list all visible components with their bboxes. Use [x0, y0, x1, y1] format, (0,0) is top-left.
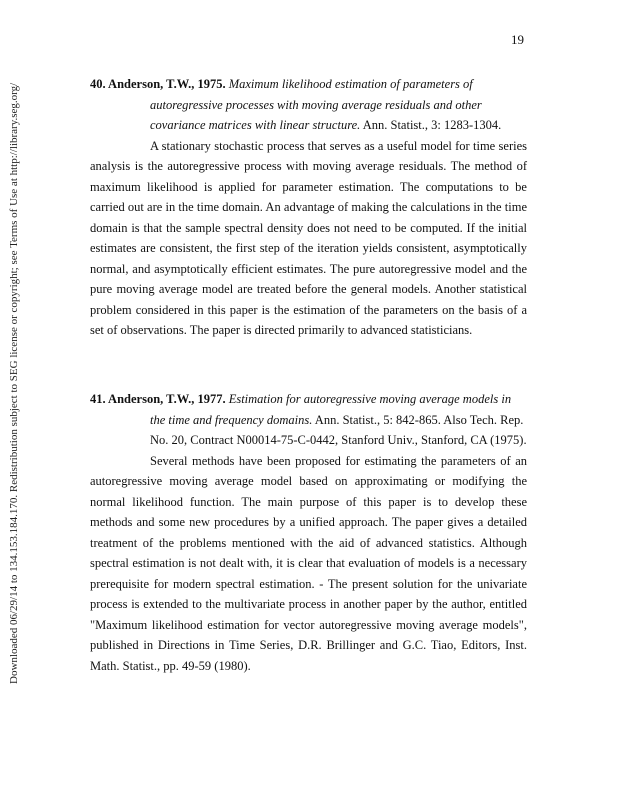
page-number: 19 [511, 32, 524, 47]
reference-entry-41 [90, 389, 527, 676]
reference-citation [90, 389, 527, 451]
reference-source: Ann. Statist., 3: 1283-1304. [362, 118, 502, 132]
reference-abstract: A stationary stochastic process that serves as a useful model for time series analysis is the autoregressive process with moving average residuals. The method of maximum likelihood is applied for parameter estimation. The computations to be carried out are in the time domain. An advantage of making the calculations in the time domain is that the sample spectral density does not need to be computed. If the initial estimates are consistent, the first step of the iteration yields consistent, asymptotically normal, and asymptotically efficient estimates. The pure autoregressive model and the pure moving average model are treated before the general models. Another statistical problem considered in this paper is the estimation of the parameters on the basis of a set of observations. The paper is directed primarily to advanced statisticians. [90, 138, 527, 337]
download-notice: Downloaded 06/29/14 to 134.153.184.170. Redistribution subject to SEG license or copyright; see Terms of Use at http://library.seg.org/ [8, 82, 20, 684]
reference-number-author: 41. Anderson, T.W., 1977. [90, 392, 226, 406]
reference-source: Ann. Statist., 5: 842-865. Also Tech. Rep. No. 20, Contract N00014-75-C-0442, Stanford Univ., Stanford, CA (1975). [150, 412, 527, 447]
reference-citation [90, 74, 527, 136]
reference-entry-40 [90, 74, 527, 341]
reference-abstract: Several methods have been proposed for estimating the parameters of an autoregressive moving average model based on approximating or modifying the normal likelihood function. The main purpose of this paper is to develop these methods and some new procedures by a unified approach. The paper gives a detailed treatment of the problems mentioned with the aid of advanced statistics. Although spectral estimation is not dealt with, it is clear that evaluation of models is a necessary prerequisite for modern spectral estimation. - The present solution for the univariate process is extended to the multivariate process in another paper by the author, entitled "Maximum likelihood estimation for vector autoregressive moving average models", published in Directions in Time Series, D.R. Brillinger and G.C. Tiao, Editors, Inst. Math. Statist., pp. 49-59 (1980). [90, 453, 527, 673]
reference-title: Maximum likelihood estimation of parameters of autoregressive processes with moving average residuals and other covariance matrices with linear structure. [150, 77, 482, 132]
reference-title: Estimation for autoregressive moving average models in the time and frequency domains. [150, 392, 512, 427]
reference-number-author: 40. Anderson, T.W., 1975. [90, 77, 226, 91]
